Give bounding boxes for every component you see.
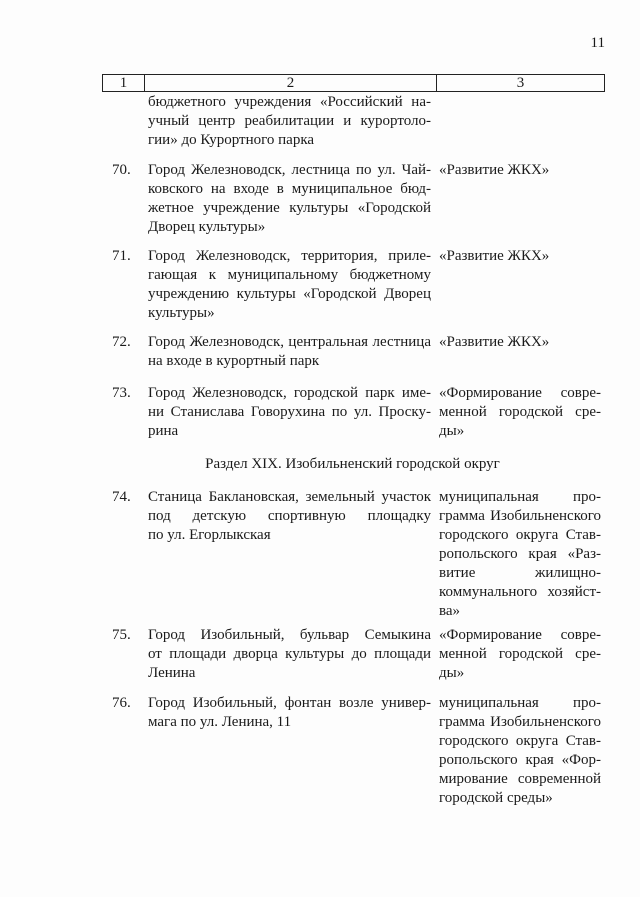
program-line: «Развитие ЖКХ» bbox=[439, 248, 550, 264]
row-program bbox=[439, 247, 601, 266]
program-line: ропольского края «Раз- bbox=[439, 546, 601, 562]
program-line: городской среды» bbox=[439, 790, 553, 806]
header-col-1: 1 bbox=[103, 75, 145, 91]
table-header bbox=[102, 74, 605, 92]
desc-line: Станица Баклановская, земельный участок bbox=[148, 489, 431, 505]
desc-line: под детскую спортивную площадку bbox=[148, 508, 431, 524]
row-description bbox=[148, 626, 431, 683]
row-description bbox=[148, 694, 431, 732]
row-number: 70. bbox=[112, 162, 131, 178]
desc-line: гающая к муниципальному бюджетному bbox=[148, 267, 431, 283]
row-program bbox=[439, 626, 601, 683]
row-program bbox=[439, 488, 601, 621]
row-description bbox=[148, 247, 431, 323]
program-line: грамма Изобильненского bbox=[439, 508, 601, 524]
desc-line: мага по ул. Ленина, 11 bbox=[148, 714, 292, 730]
program-line: менной городской сре- bbox=[439, 404, 601, 420]
program-line: «Развитие ЖКХ» bbox=[439, 162, 550, 178]
page-number: 11 bbox=[590, 35, 605, 51]
desc-line: жетное учреждение культуры «Городской bbox=[148, 200, 431, 216]
desc-line: Ленина bbox=[148, 665, 196, 681]
program-line: «Развитие ЖКХ» bbox=[439, 334, 550, 350]
program-line: городского округа Став- bbox=[439, 527, 601, 543]
program-line: ропольского края «Фор- bbox=[439, 752, 601, 768]
program-line: «Формирование совре- bbox=[439, 385, 601, 401]
row-program bbox=[439, 161, 601, 180]
desc-line: Город Железноводск, центральная лестница bbox=[148, 334, 431, 350]
program-line: ва» bbox=[439, 603, 461, 619]
desc-line: Город Железноводск, лестница по ул. Чай- bbox=[148, 162, 431, 178]
row-description bbox=[148, 488, 431, 545]
program-line: менной городской сре- bbox=[439, 646, 601, 662]
section-title: Раздел XIX. Изобильненский городской округ bbox=[205, 456, 500, 472]
program-line: мирование современной bbox=[439, 771, 601, 787]
desc-line: Город Изобильный, фонтан возле универ- bbox=[148, 695, 431, 711]
row-description bbox=[148, 384, 431, 441]
desc-line: гии» до Курортного парка bbox=[148, 132, 315, 148]
program-line: ды» bbox=[439, 423, 465, 439]
row-program bbox=[439, 694, 601, 808]
header-col-2: 2 bbox=[145, 75, 437, 91]
row-description bbox=[148, 93, 431, 150]
desc-line: бюджетного учреждения «Российский на- bbox=[148, 94, 431, 110]
program-line: муниципальная про- bbox=[439, 695, 601, 711]
row-description bbox=[148, 333, 431, 371]
desc-line: Дворец культуры» bbox=[148, 219, 266, 235]
desc-line: культуры» bbox=[148, 305, 215, 321]
program-line: муниципальная про- bbox=[439, 489, 601, 505]
program-line: «Формирование совре- bbox=[439, 627, 601, 643]
desc-line: учреждению культуры «Городской Дворец bbox=[148, 286, 431, 302]
desc-line: учный центр реабилитации и курортоло- bbox=[148, 113, 431, 129]
header-col-3: 3 bbox=[516, 75, 525, 91]
row-number: 76. bbox=[112, 695, 131, 711]
program-line: витие жилищно- bbox=[439, 565, 601, 581]
desc-line: от площади дворца культуры до площади bbox=[148, 646, 431, 662]
row-number: 71. bbox=[112, 248, 131, 264]
row-number: 75. bbox=[112, 627, 131, 643]
desc-line: Город Железноводск, городской парк име- bbox=[148, 385, 431, 401]
program-line: городского округа Став- bbox=[439, 733, 601, 749]
program-line: грамма Изобильненского bbox=[439, 714, 601, 730]
row-description bbox=[148, 161, 431, 237]
desc-line: рина bbox=[148, 423, 179, 439]
row-program bbox=[439, 333, 601, 352]
row-number: 74. bbox=[112, 489, 131, 505]
program-line: ды» bbox=[439, 665, 465, 681]
desc-line: ковского на входе в муниципальное бюд- bbox=[148, 181, 431, 197]
desc-line: Город Железноводск, территория, приле- bbox=[148, 248, 431, 264]
row-number: 72. bbox=[112, 334, 131, 350]
desc-line: на входе в курортный парк bbox=[148, 353, 320, 369]
desc-line: ни Станислава Говорухина по ул. Проску- bbox=[148, 404, 431, 420]
desc-line: Город Изобильный, бульвар Семыкина bbox=[148, 627, 431, 643]
row-number: 73. bbox=[112, 385, 131, 401]
row-program bbox=[439, 384, 601, 441]
program-line: коммунального хозяйст- bbox=[439, 584, 601, 600]
desc-line: по ул. Егорлыкская bbox=[148, 527, 271, 543]
